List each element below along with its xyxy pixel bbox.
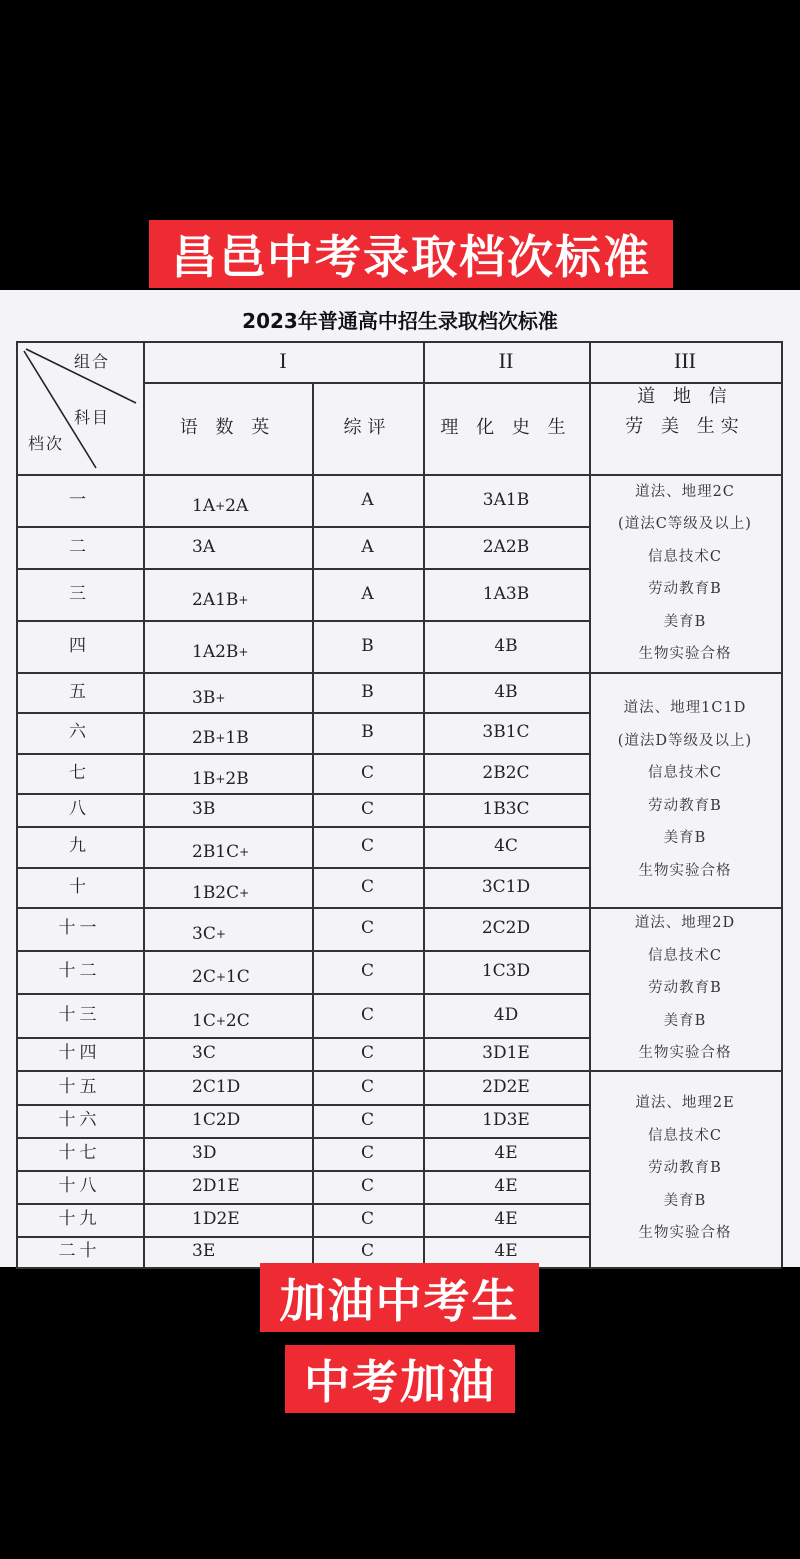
lhss-grade-cell: 3A1B: [482, 489, 530, 510]
yse-grade-cell: 3C: [192, 1043, 216, 1064]
level-cell: 十二: [58, 961, 101, 982]
group3-requirements-cell: [589, 672, 781, 907]
requirement-line: 信息技术C: [647, 765, 723, 781]
requirement-line: 信息技术C: [647, 1127, 723, 1144]
yse-grade-cell: 2A1B +: [192, 589, 249, 610]
lhss-grade-cell: 2C2D: [481, 918, 531, 939]
level-cell: 二: [69, 536, 90, 557]
lhss-grade-cell: 4E: [494, 1241, 518, 1262]
lhss-grade-cell: 4E: [494, 1143, 518, 1164]
lhss-grade-cell: 1C3D: [481, 961, 531, 982]
level-cell: 十一: [58, 918, 101, 939]
lhss-grade-cell: 4E: [494, 1176, 518, 1197]
yse-grade-cell: 3B +: [192, 687, 226, 708]
requirement-line: 美育B: [663, 830, 707, 846]
zongping-cell: C: [360, 1209, 374, 1230]
lhss-grade-cell: 2B2C: [482, 762, 530, 783]
zongping-cell: C: [360, 1110, 374, 1131]
zongping-cell: B: [361, 681, 374, 702]
lhss-grade-cell: 3D1E: [482, 1043, 530, 1064]
zongping-cell: C: [360, 762, 374, 783]
group3-subjects-line2: 劳 美 生实: [625, 416, 745, 437]
yse-grade-cell: 2B + 1B: [192, 728, 249, 749]
yse-grade-cell: 3E: [192, 1241, 216, 1262]
zongping-cell: C: [360, 1043, 374, 1064]
yse-grade-cell: 1D2E: [192, 1209, 240, 1230]
group3-requirements-cell: [589, 1070, 781, 1267]
requirement-line: 信息技术C: [647, 548, 723, 565]
zongping-cell: C: [360, 918, 374, 939]
cheer-banner-2: 中考加油: [285, 1345, 515, 1413]
zongping-cell: C: [360, 1076, 374, 1097]
zongping-cell: C: [360, 836, 374, 857]
subject-header-group3: [589, 382, 781, 474]
requirement-line: 劳动教育B: [648, 980, 722, 997]
requirement-line: 生物实验合格: [638, 646, 732, 662]
level-cell: 七: [69, 762, 90, 783]
requirement-line: 美育B: [663, 1012, 707, 1029]
lhss-grade-cell: 3C1D: [481, 876, 531, 897]
yse-grade-cell: 1A + 2A: [192, 495, 249, 516]
corner-label-group: 组合: [74, 352, 111, 371]
yse-grade-cell: 1B + 2B: [192, 768, 249, 789]
lhss-grade-cell: 2D2E: [482, 1076, 530, 1097]
yse-grade-cell: 1A2B +: [192, 641, 249, 662]
level-cell: 二十: [58, 1241, 101, 1262]
requirement-line: 道法、地理2C: [635, 483, 735, 500]
requirement-line: 生物实验合格: [638, 862, 732, 879]
yse-grade-cell: 3C +: [192, 924, 226, 945]
lhss-grade-cell: 1B3C: [482, 799, 530, 820]
yse-grade-cell: 3A: [192, 536, 216, 557]
yse-grade-cell: 2C1D: [192, 1076, 241, 1097]
zongping-cell: B: [361, 635, 374, 656]
level-cell: 五: [69, 681, 90, 702]
group3-requirements-cell: [589, 907, 781, 1070]
zongping-cell: B: [361, 722, 374, 743]
level-cell: 十八: [58, 1176, 101, 1197]
table-border-right: [781, 341, 783, 1267]
zongping-cell: C: [360, 876, 374, 897]
group-column-divider: [143, 341, 145, 1267]
requirement-line: 美育B: [663, 1192, 707, 1209]
zongping-cell: C: [360, 799, 374, 820]
lhss-grade-cell: 1D3E: [482, 1110, 530, 1131]
level-cell: 十九: [58, 1209, 101, 1230]
zongping-cell: C: [360, 1004, 374, 1025]
level-cell: 十: [69, 876, 90, 897]
zongping-cell: C: [360, 1143, 374, 1164]
zongping-cell: A: [361, 536, 374, 557]
level-cell: 九: [69, 836, 90, 857]
yse-grade-cell: 2D1E: [192, 1176, 240, 1197]
level-cell: 四: [69, 635, 90, 656]
requirement-line: 道法、地理2D: [634, 915, 736, 932]
cheer-banner-1: 加油中考生: [260, 1263, 539, 1332]
group3-requirements-cell: [589, 474, 781, 672]
lhss-grade-cell: 4B: [494, 635, 518, 656]
lhss-grade-cell: 2A2B: [482, 536, 530, 557]
yse-grade-cell: 3D: [192, 1143, 217, 1164]
requirement-line: (道法D等级及以上): [617, 732, 753, 749]
requirement-line: 劳动教育B: [648, 1160, 722, 1177]
yse-grade-cell: 1C2D: [192, 1110, 241, 1131]
subject-header-yse: 语 数 英: [179, 417, 276, 439]
document-title: 2023年普通高中招生录取档次标准: [242, 309, 558, 333]
level-cell: 十五: [58, 1076, 101, 1097]
group3-subjects-line1: 道 地 信: [637, 386, 733, 407]
level-cell: 十七: [58, 1143, 101, 1164]
group-header-1: I: [279, 348, 287, 374]
lhss-grade-cell: 4E: [494, 1209, 518, 1230]
level-cell: 八: [69, 799, 90, 820]
requirement-line: 生物实验合格: [638, 1045, 732, 1062]
corner-label-subject: 科目: [74, 408, 111, 427]
title-banner: 昌邑中考录取档次标准: [149, 220, 673, 288]
requirement-line: 劳动教育B: [648, 797, 722, 814]
requirement-line: (道法C等级及以上): [618, 516, 752, 532]
level-cell: 十六: [58, 1110, 101, 1131]
subject-header-lhss: 理 化 史 生: [440, 417, 572, 439]
subject-header-zongping: 综评: [343, 417, 392, 439]
level-cell: 十四: [58, 1043, 101, 1064]
yse-grade-cell: 1B2C +: [192, 882, 250, 903]
requirement-line: 美育B: [663, 613, 707, 630]
zongping-cell: C: [360, 1241, 374, 1262]
lhss-grade-cell: 4B: [494, 681, 518, 702]
level-cell: 十三: [58, 1004, 101, 1025]
yse-grade-cell: 3B: [192, 799, 216, 820]
lhss-grade-cell: 4C: [494, 836, 518, 857]
corner-label-level: 档次: [28, 434, 65, 453]
level-cell: 六: [69, 722, 90, 743]
requirement-line: 道法、地理2E: [635, 1095, 735, 1112]
level-cell: 一: [69, 489, 90, 510]
admission-standards-document: [0, 290, 800, 1267]
group-header-3: III: [674, 348, 696, 374]
zongping-cell: A: [361, 583, 374, 604]
lhss-grade-cell: 3B1C: [482, 722, 530, 743]
zongping-cell: C: [360, 1176, 374, 1197]
yse-grade-cell: 2C + 1C: [192, 967, 250, 988]
requirement-line: 道法、地理1C1D: [623, 700, 747, 716]
zongping-cell: A: [361, 489, 374, 510]
lhss-grade-cell: 1A3B: [482, 583, 530, 604]
group-header-2: II: [498, 348, 514, 374]
requirement-line: 劳动教育B: [648, 581, 722, 597]
requirement-line: 生物实验合格: [638, 1225, 732, 1242]
level-cell: 三: [69, 583, 90, 604]
yse-grade-cell: 1C + 2C: [192, 1010, 250, 1031]
requirement-line: 信息技术C: [647, 947, 723, 964]
yse-grade-cell: 2B1C +: [192, 842, 250, 863]
zongping-cell: C: [360, 961, 374, 982]
lhss-grade-cell: 4D: [493, 1004, 519, 1025]
